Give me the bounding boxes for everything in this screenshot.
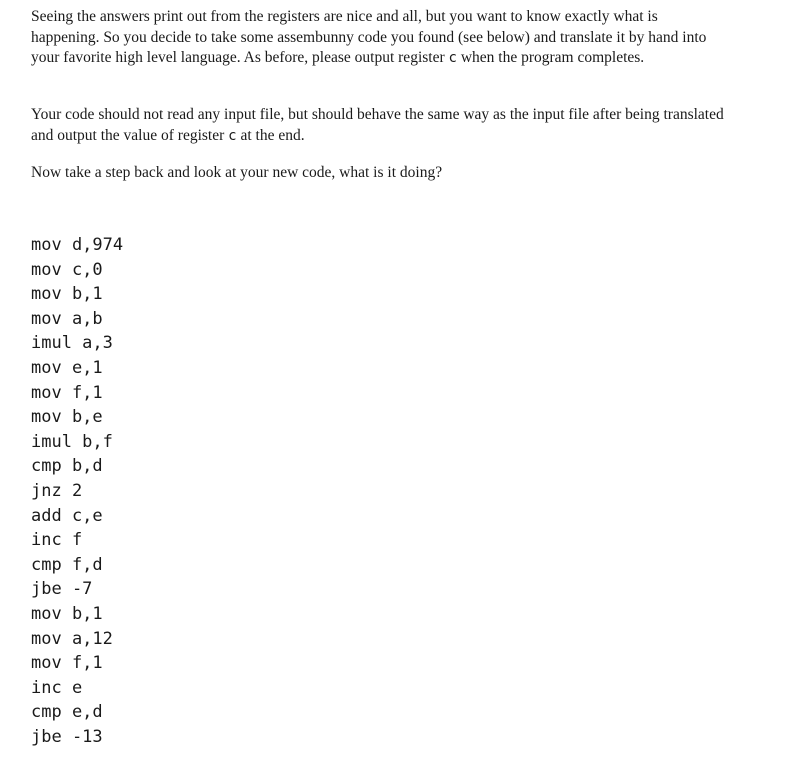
code-line: mov e,1	[31, 357, 103, 378]
register-c-code: c	[228, 127, 237, 144]
code-line: inc f	[31, 530, 83, 551]
code-line: mov a,12	[31, 628, 113, 649]
paragraph-intro	[31, 7, 721, 69]
code-line: jnz 2	[31, 480, 83, 501]
code-line: add c,e	[31, 505, 103, 526]
code-line: jbe -13	[31, 726, 103, 747]
paragraph-intro-text: Seeing the answers print out from the registers are nice and all, but you want to know exactly what is happening. So you decide to take some assembunny code you found (see below) and translate it by hand into your favorite high level language. As before, please output register	[31, 8, 707, 66]
code-line: mov c,0	[31, 259, 103, 280]
code-line: mov b,e	[31, 407, 103, 428]
paragraph-requirements-text: Your code should not read any input file, but should behave the same way as the input file after being translated and output the value of register	[31, 106, 724, 144]
code-line: mov a,b	[31, 308, 103, 329]
code-line: mov b,1	[31, 603, 103, 624]
paragraph-intro-end: when the program completes.	[456, 49, 645, 66]
register-c-code: c	[448, 50, 457, 66]
code-line: mov f,1	[31, 653, 103, 674]
code-line: cmp f,d	[31, 554, 103, 575]
paragraph-requirements-end: at the end.	[236, 126, 305, 144]
code-line: imul b,f	[31, 431, 113, 452]
paragraph-question: Now take a step back and look at your new code, what is it doing?	[31, 164, 443, 181]
code-line: mov d,974	[31, 235, 124, 255]
code-line: cmp b,d	[31, 456, 103, 477]
code-line: jbe -7	[31, 579, 93, 600]
assembunny-code-block	[31, 233, 123, 749]
code-line: mov f,1	[31, 382, 103, 403]
code-line: imul a,3	[31, 333, 113, 354]
paragraph-requirements	[31, 105, 731, 146]
code-line: inc e	[31, 677, 83, 698]
code-line: mov b,1	[31, 284, 103, 305]
code-line: cmp e,d	[31, 702, 103, 723]
